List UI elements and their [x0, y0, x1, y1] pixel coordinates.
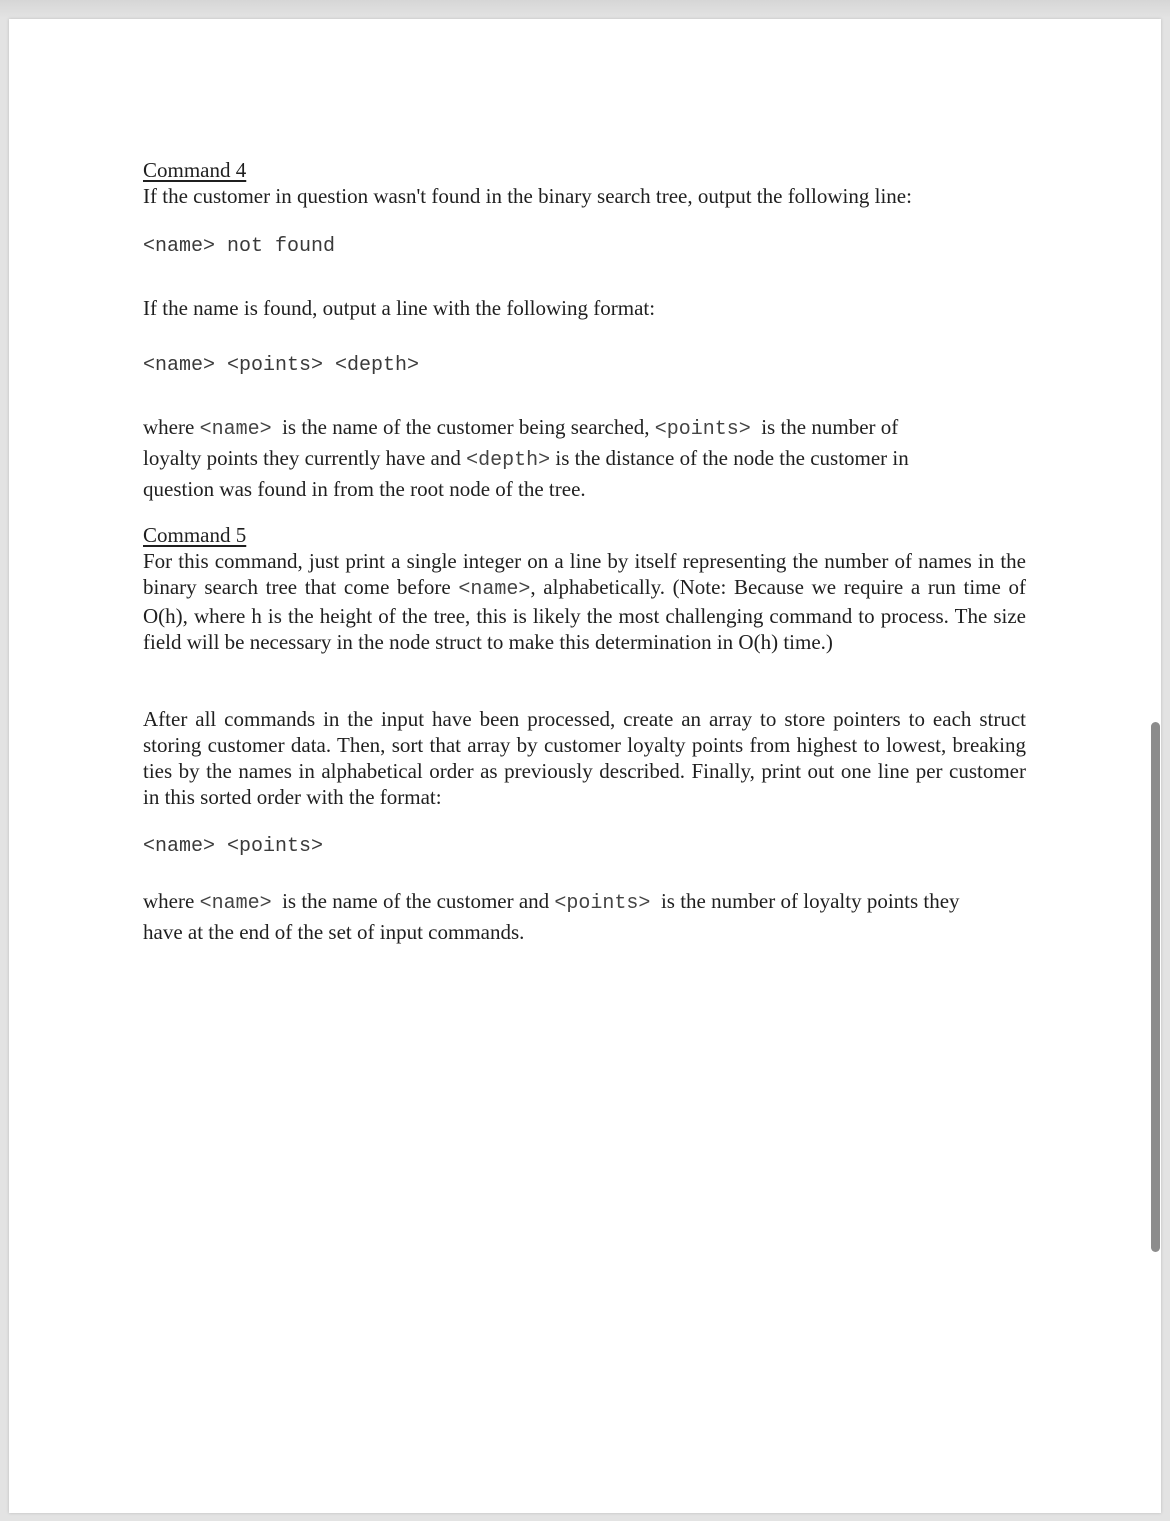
command-5-heading: Command 5 [143, 523, 247, 547]
name-token: <name> [458, 578, 531, 601]
command-4-heading: Command 4 [143, 158, 247, 182]
final-description-line-1: where <name> is the name of the customer and <points> is the number of loyalty points they [143, 889, 960, 915]
final-description [143, 887, 1026, 946]
name-token: <name> [199, 418, 272, 441]
found-description-line-3: question was found in from the root node of the tree. [143, 477, 586, 501]
found-description-line-1: where <name> is the name of the customer being searched, <points> is the number of [143, 415, 899, 441]
final-format-code: <name> <points> [143, 835, 324, 858]
vertical-scrollbar[interactable] [1151, 722, 1160, 1252]
document-page [9, 19, 1161, 1513]
found-format-code: <name> <points> <depth> [143, 354, 420, 377]
after-commands-paragraph: After all commands in the input have been processed, create an array to store pointers to each struct storing customer data. Then, sort that array by customer loyalty points from highest to lowest, breaking ties by the names in alphabetical order as previously described. Finally, print out one line per customer in this sorted order with the format: [143, 707, 1026, 809]
command-5-paragraph: For this command, just print a single integer on a line by itself representing the number of names in the binary search tree that come before <name>, alphabetically. (Note: Because we require a run time of O(h), where h is the height of the tree, this is likely the most challenging command to process. The size field will be necessary in the node struct to make this determination in O(h) time.) [143, 549, 1026, 654]
viewer-top-strip [0, 0, 1170, 18]
points-token: <points> [554, 892, 651, 915]
final-description-line-2: have at the end of the set of input commands. [143, 920, 525, 944]
name-token: <name> [199, 892, 272, 915]
found-description-line-2: loyalty points they currently have and <depth> is the distance of the node the customer in [143, 446, 909, 472]
command-4-intro: If the customer in question wasn't found in the binary search tree, output the following line: [143, 184, 912, 208]
points-token: <points> [654, 418, 751, 441]
found-intro: If the name is found, output a line with the following format: [143, 296, 656, 320]
depth-token: <depth> [466, 449, 551, 472]
not-found-code: <name> not found [143, 235, 336, 258]
found-description [143, 413, 1026, 503]
